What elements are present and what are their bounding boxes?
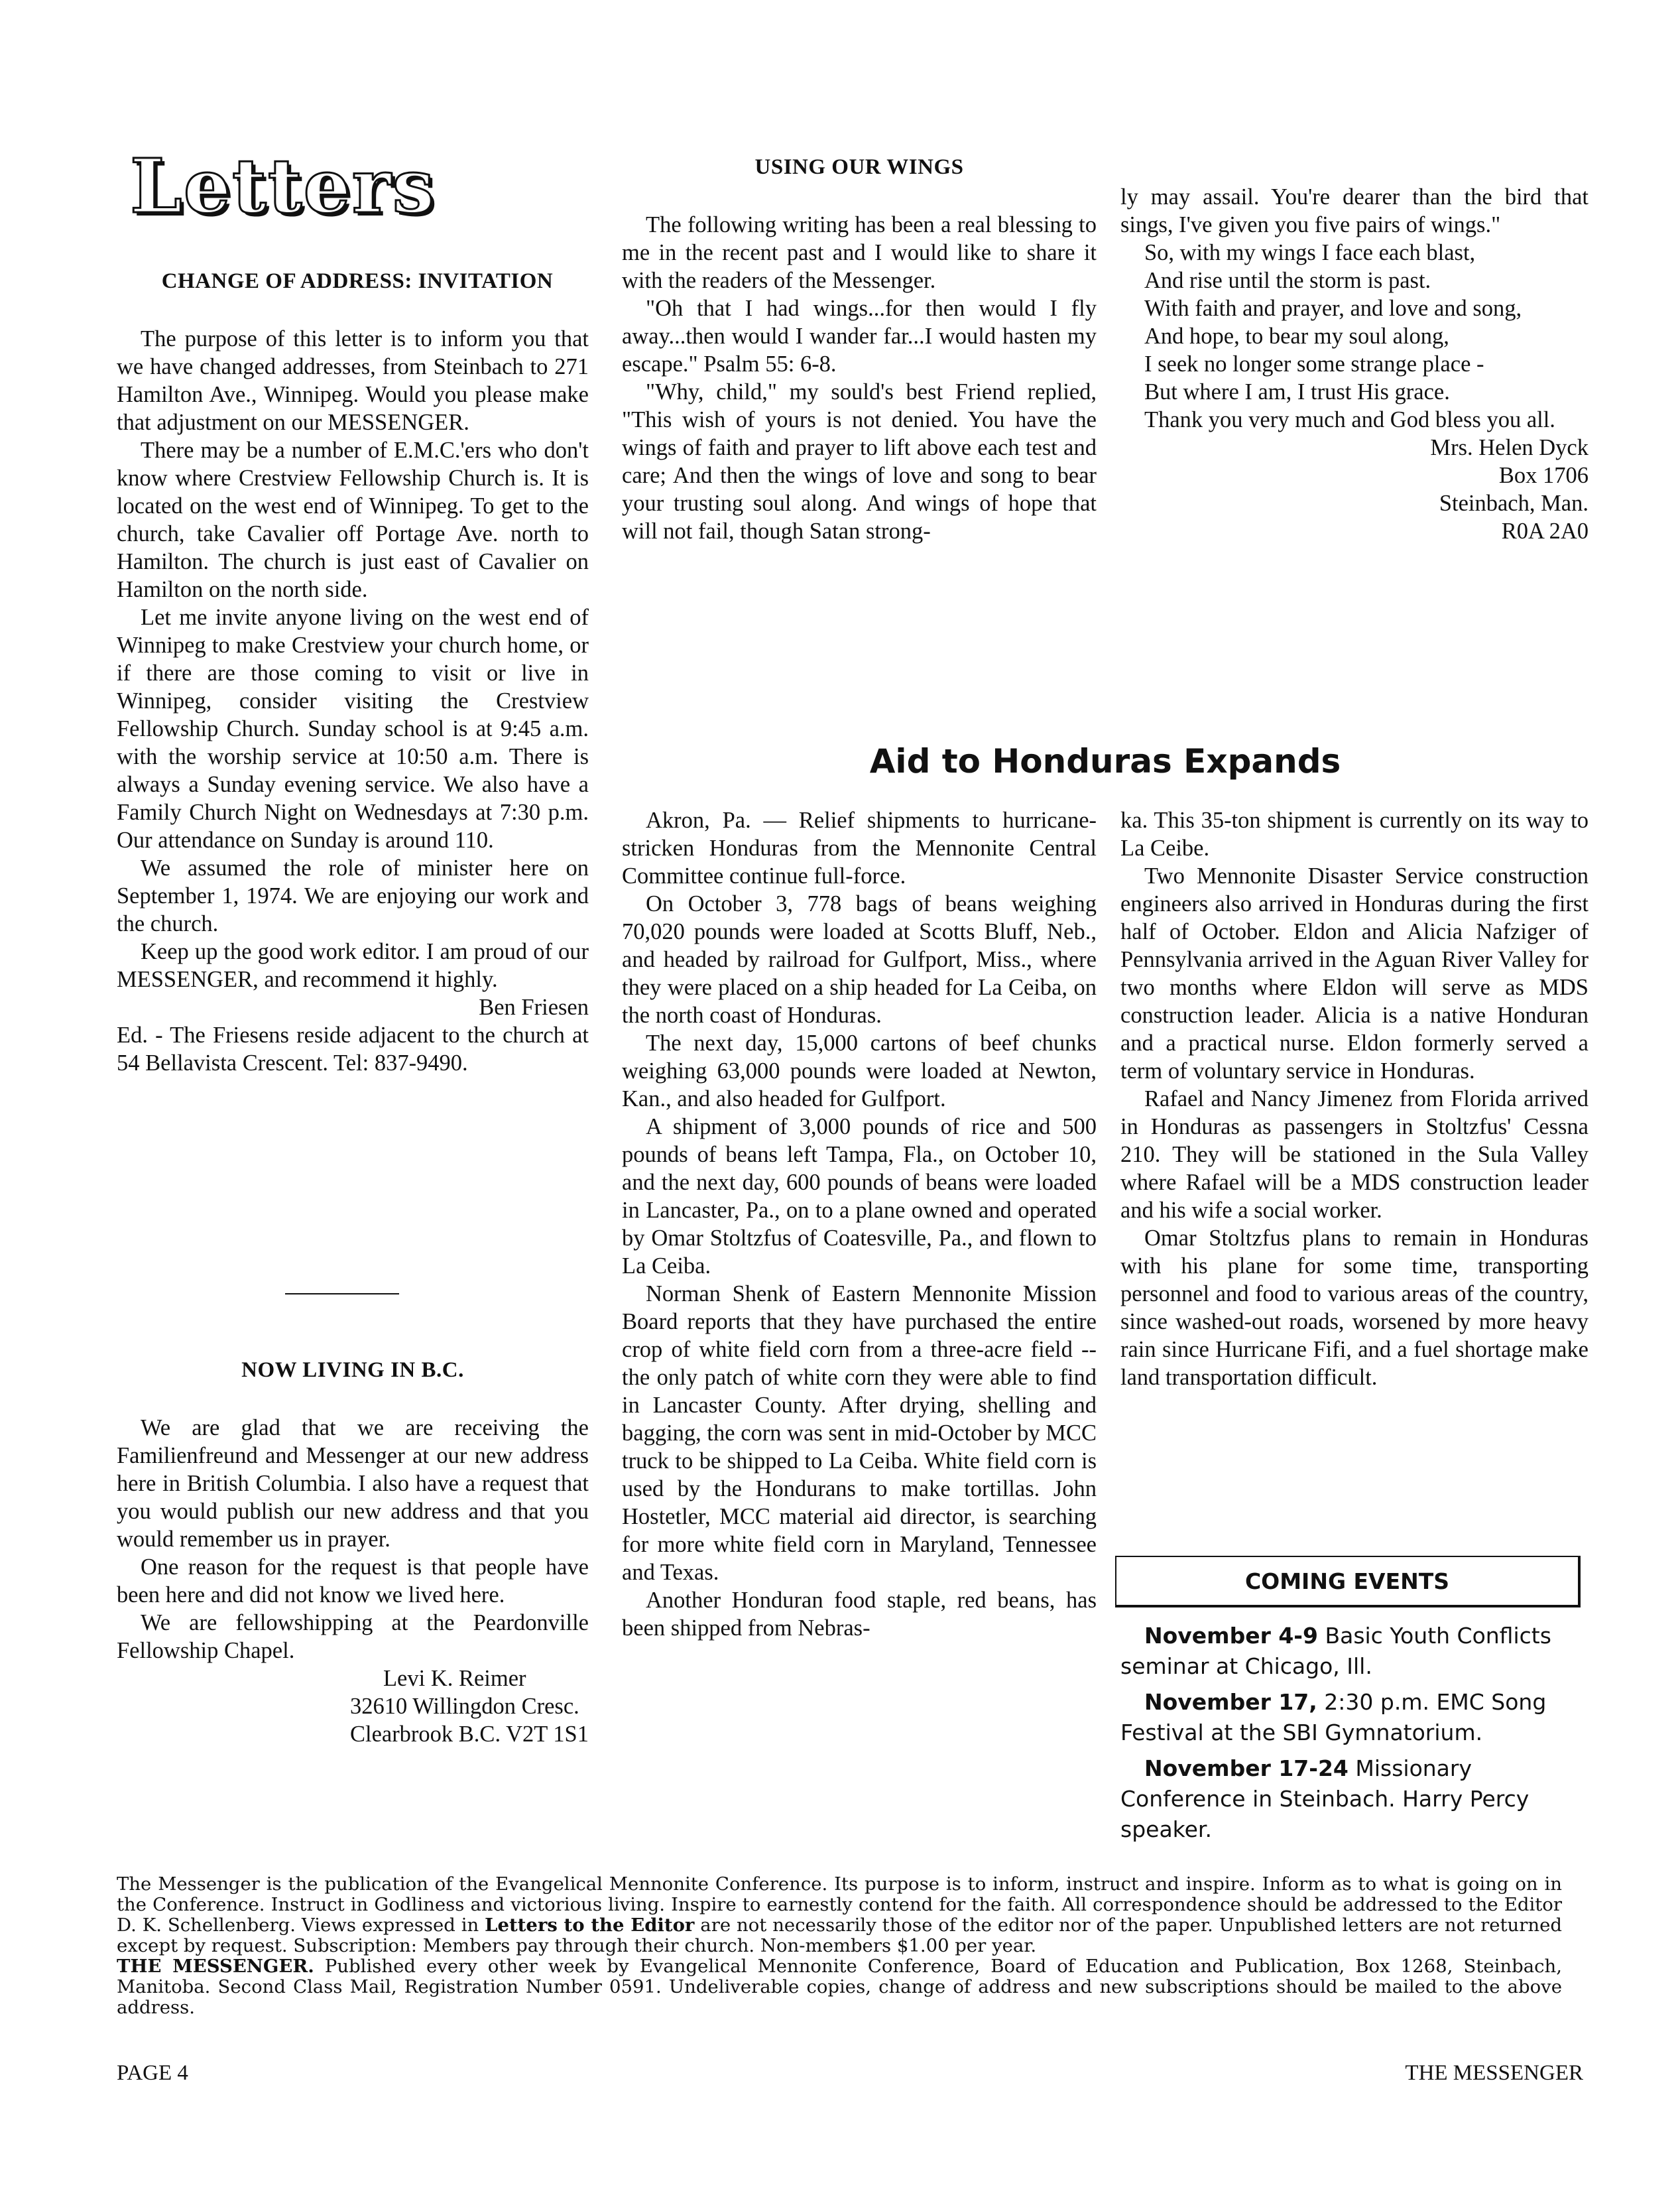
article-paragraph: Norman Shenk of Eastern Mennonite Mission Board reports that they have purchased the entire crop of white field corn from a three-acre field -- the only patch of white corn they were able to find in Lancaster County. After drying, shelling and bagging, the corn was sent in mid-October by MCC truck to be shipped to La Ceiba. White field corn is used by the Hondurans to make tortillas. John Hostetler, MCC material aid director, is searching for more white field corn in Maryland, Tennessee and Texas. [622, 1281, 1097, 1585]
letter-paragraph: We assumed the role of minister here on September 1, 1974. We are enjoying our work and the church. [117, 855, 589, 936]
event-text: Basic Youth Conflicts seminar at Chicago, Ill. [1120, 1623, 1551, 1679]
article-col-b [1120, 806, 1589, 1391]
letter-paragraph: We are glad that we are receiving the Familienfreund and Messenger at our new address here in British Columbia. I also have a request that you would publish our new address and that you would remember us in prayer. [117, 1415, 589, 1552]
event-date: November 17, [1144, 1689, 1317, 1715]
event-item [1120, 1753, 1589, 1845]
article-paragraph: A shipment of 3,000 pounds of rice and 500 pounds of beans left Tampa, Fla., on October 10, and the next day, 600 pounds of beans were loaded in Lancaster, Pa., on to a plane owned and operated by Omar Stoltzfus of Coatesville, Pa., and flown to La Ceiba. [622, 1114, 1097, 1279]
article-paragraph: The next day, 15,000 cartons of beef chunks weighing 63,000 pounds were loaded at Newton, Kan., and also headed for Gulfport. [622, 1031, 1097, 1111]
letter-heading-now-living-bc: NOW LIVING IN B.C. [241, 1358, 464, 1382]
column-divider-rule [285, 1293, 399, 1294]
letter-change-of-address [117, 325, 589, 1077]
events-heading-box [1115, 1556, 1581, 1607]
event-text: 2:30 p.m. EMC Song Festival at the SBI Gymnatorium. [1120, 1689, 1547, 1745]
about-paragraph [117, 1874, 1562, 1956]
letter-paragraph: The following writing has been a real blessing to me in the recent past and I would like to share it with the readers of the Messenger. [622, 212, 1097, 293]
page-number: PAGE 4 [117, 2061, 188, 2085]
article-paragraph: Akron, Pa. — Relief shipments to hurricane-stricken Honduras from the Mennonite Central Committee continue full-force. [622, 808, 1097, 889]
article-paragraph: On October 3, 778 bags of beans weighing 70,020 pounds were loaded at Scotts Bluff, Neb., and headed by railroad for Gulfport, Miss., where they were placed on a ship headed for La Ceiba, on the north coast of Honduras. [622, 891, 1097, 1028]
publisher-title: THE MESSENGER. [117, 1956, 314, 1977]
letter-paragraph: Let me invite anyone living on the west end of Winnipeg to make Crestview your church home, or if there are those coming to visit or live in Winnipeg, consider visiting the Crestview Fellowship Church. Sunday school is at 9:45 a.m. with the worship service at 10:50 a.m. There is always a Sunday evening service. We also have a Family Church Night on Wednesdays at 7:30 p.m. Our attendance on Sunday is around 110. [117, 605, 589, 853]
event-date: November 17-24 [1144, 1755, 1349, 1781]
editor-note: Ed. - The Friesens reside adjacent to the church at 54 Bellavista Crescent. Tel: 837-9490. [117, 1023, 589, 1076]
events-list [1120, 1621, 1589, 1850]
article-paragraph: ka. This 35-ton shipment is currently on its way to La Ceibe. [1120, 808, 1589, 861]
event-date: November 4-9 [1144, 1623, 1318, 1649]
signature-city: Steinbach, Man. [1439, 491, 1589, 516]
article-paragraph: Another Honduran food staple, red beans, has been shipped from Nebras- [622, 1588, 1097, 1641]
event-item [1120, 1687, 1589, 1748]
article-paragraph: Rafael and Nancy Jimenez from Florida arrived in Honduras as passengers in Stoltzfus' Cessna 210. They will be stationed in the Sula Valley where Rafael will be a MDS construction leader and his wife a social worker. [1120, 1086, 1589, 1223]
signature-name: Levi K. Reimer [383, 1666, 526, 1691]
publisher-text: Published every other week by Evangelical Mennonite Conference, Board of Education and Publication, Box 1268, Steinbach, Manitoba. Second Class Mail, Registration Number 0591. Undeliverable copies, change of address and new subscriptions should be mailed to the above address. [117, 1956, 1562, 2018]
letter-now-living-bc [117, 1414, 589, 1748]
events-heading: COMING EVENTS [1244, 1568, 1450, 1594]
letter-paragraph: There may be a number of E.M.C.'ers who don't know where Crestview Fellowship Church is. It is located on the west end of Winnipeg. To get to the church, take Cavalier off Portage Ave. north to Hamilton. The church is just east of Cavalier on Hamilton on the north side. [117, 438, 589, 602]
signature-postal: R0A 2A0 [1501, 519, 1589, 544]
letter-signature: Ben Friesen [479, 995, 589, 1020]
signature-address: 32610 Willingdon Cresc. [349, 1694, 579, 1719]
article-title: Aid to Honduras Expands [869, 742, 1341, 781]
signature-box: Box 1706 [1498, 463, 1589, 488]
letter-heading-using-our-wings: USING OUR WINGS [754, 155, 964, 179]
poem-line: So, with my wings I face each blast, [1144, 240, 1476, 265]
publication-info [117, 1874, 1562, 2018]
letter-paragraph: With faith and prayer, and love and song, [1144, 296, 1522, 321]
letter-paragraph: We are fellowshipping at the Peardonville Fellowship Chapel. [117, 1610, 589, 1663]
letter-using-our-wings-col-a [622, 211, 1097, 545]
article-paragraph: Two Mennonite Disaster Service construction engineers also arrived in Honduras during the first half of October. Eldon and Alicia Nafziger of Pennsylvania arrived in the Aguan River Valley for two months where Eldon will serve as MDS construction leader. Alicia is a native Honduran and a practical nurse. Eldon formerly served a term of voluntary service in Honduras. [1120, 863, 1589, 1084]
publisher-paragraph [117, 1956, 1562, 2018]
poem-line: But where I am, I trust His grace. [1144, 379, 1450, 405]
letter-paragraph: "Oh that I had wings...for then would I fly away...then would I wander far...I would hasten my escape." Psalm 55: 6-8. [622, 296, 1097, 377]
letter-using-our-wings-col-b [1120, 183, 1589, 545]
letter-paragraph: ly may assail. You're dearer than the bird that sings, I've given you five pairs of wings." [1120, 184, 1589, 237]
paper-name: THE MESSENGER [1405, 2061, 1583, 2085]
letter-paragraph: "Why, child," my sould's best Friend replied, "This wish of yours is not denied. You have the wings of faith and prayer to lift above each test and care; And then the wings of love and song to bear your trusting soul along. And wings of hope that will not fail, though Satan strong- [622, 379, 1097, 544]
article-col-a [622, 806, 1097, 1642]
signature-city: Clearbrook B.C. V2T 1S1 [349, 1722, 589, 1747]
event-item [1120, 1621, 1589, 1682]
poem-line: And rise until the storm is past. [1144, 268, 1431, 293]
letter-paragraph: One reason for the request is that people have been here and did not know we lived here. [117, 1554, 589, 1607]
about-text: The Messenger is the publication of the Evangelical Mennonite Conference. Its purpose is to inform, instruct and inspire. Inform as to what is going on in the Conference. Instruct in Godliness and victorious living. Inspire to earnestly contend for the faith. All correspondence should be addressed to the Editor D. K. Schellenberg. Views expressed in [117, 1873, 1562, 1936]
article-paragraph: Omar Stoltzfus plans to remain in Honduras with his plane for some time, transporting personnel and food to various areas of the country, since washed-out roads, worsened by more heavy rain since Hurricane Fifi, and a fuel shortage make land transportation difficult. [1120, 1226, 1589, 1390]
about-bold-text: Letters to the Editor [485, 1915, 695, 1936]
letter-paragraph: The purpose of this letter is to inform you that we have changed addresses, from Steinbach to 271 Hamilton Ave., Winnipeg. Would you please make that adjustment on our MESSENGER. [117, 326, 589, 435]
about-text-cont: are not necessarily those of the editor nor of the paper. Unpublished letters are not returned except by request. Subscription: Members pay through their church. Non-members $1.00 per year. [117, 1915, 1562, 1956]
poem-line: I seek no longer some strange place - [1144, 351, 1484, 377]
section-masthead: Letters [130, 143, 436, 230]
letter-paragraph: Keep up the good work editor. I am proud of our MESSENGER, and recommend it highly. [117, 939, 589, 992]
signature-name: Mrs. Helen Dyck [1430, 435, 1589, 460]
event-text: Missionary Conference in Steinbach. Harry Percy speaker. [1120, 1755, 1530, 1842]
letter-heading-change-of-address: CHANGE OF ADDRESS: INVITATION [161, 269, 554, 293]
poem-line: And hope, to bear my soul along, [1144, 324, 1449, 349]
letter-paragraph: Thank you very much and God bless you all. [1144, 407, 1555, 432]
